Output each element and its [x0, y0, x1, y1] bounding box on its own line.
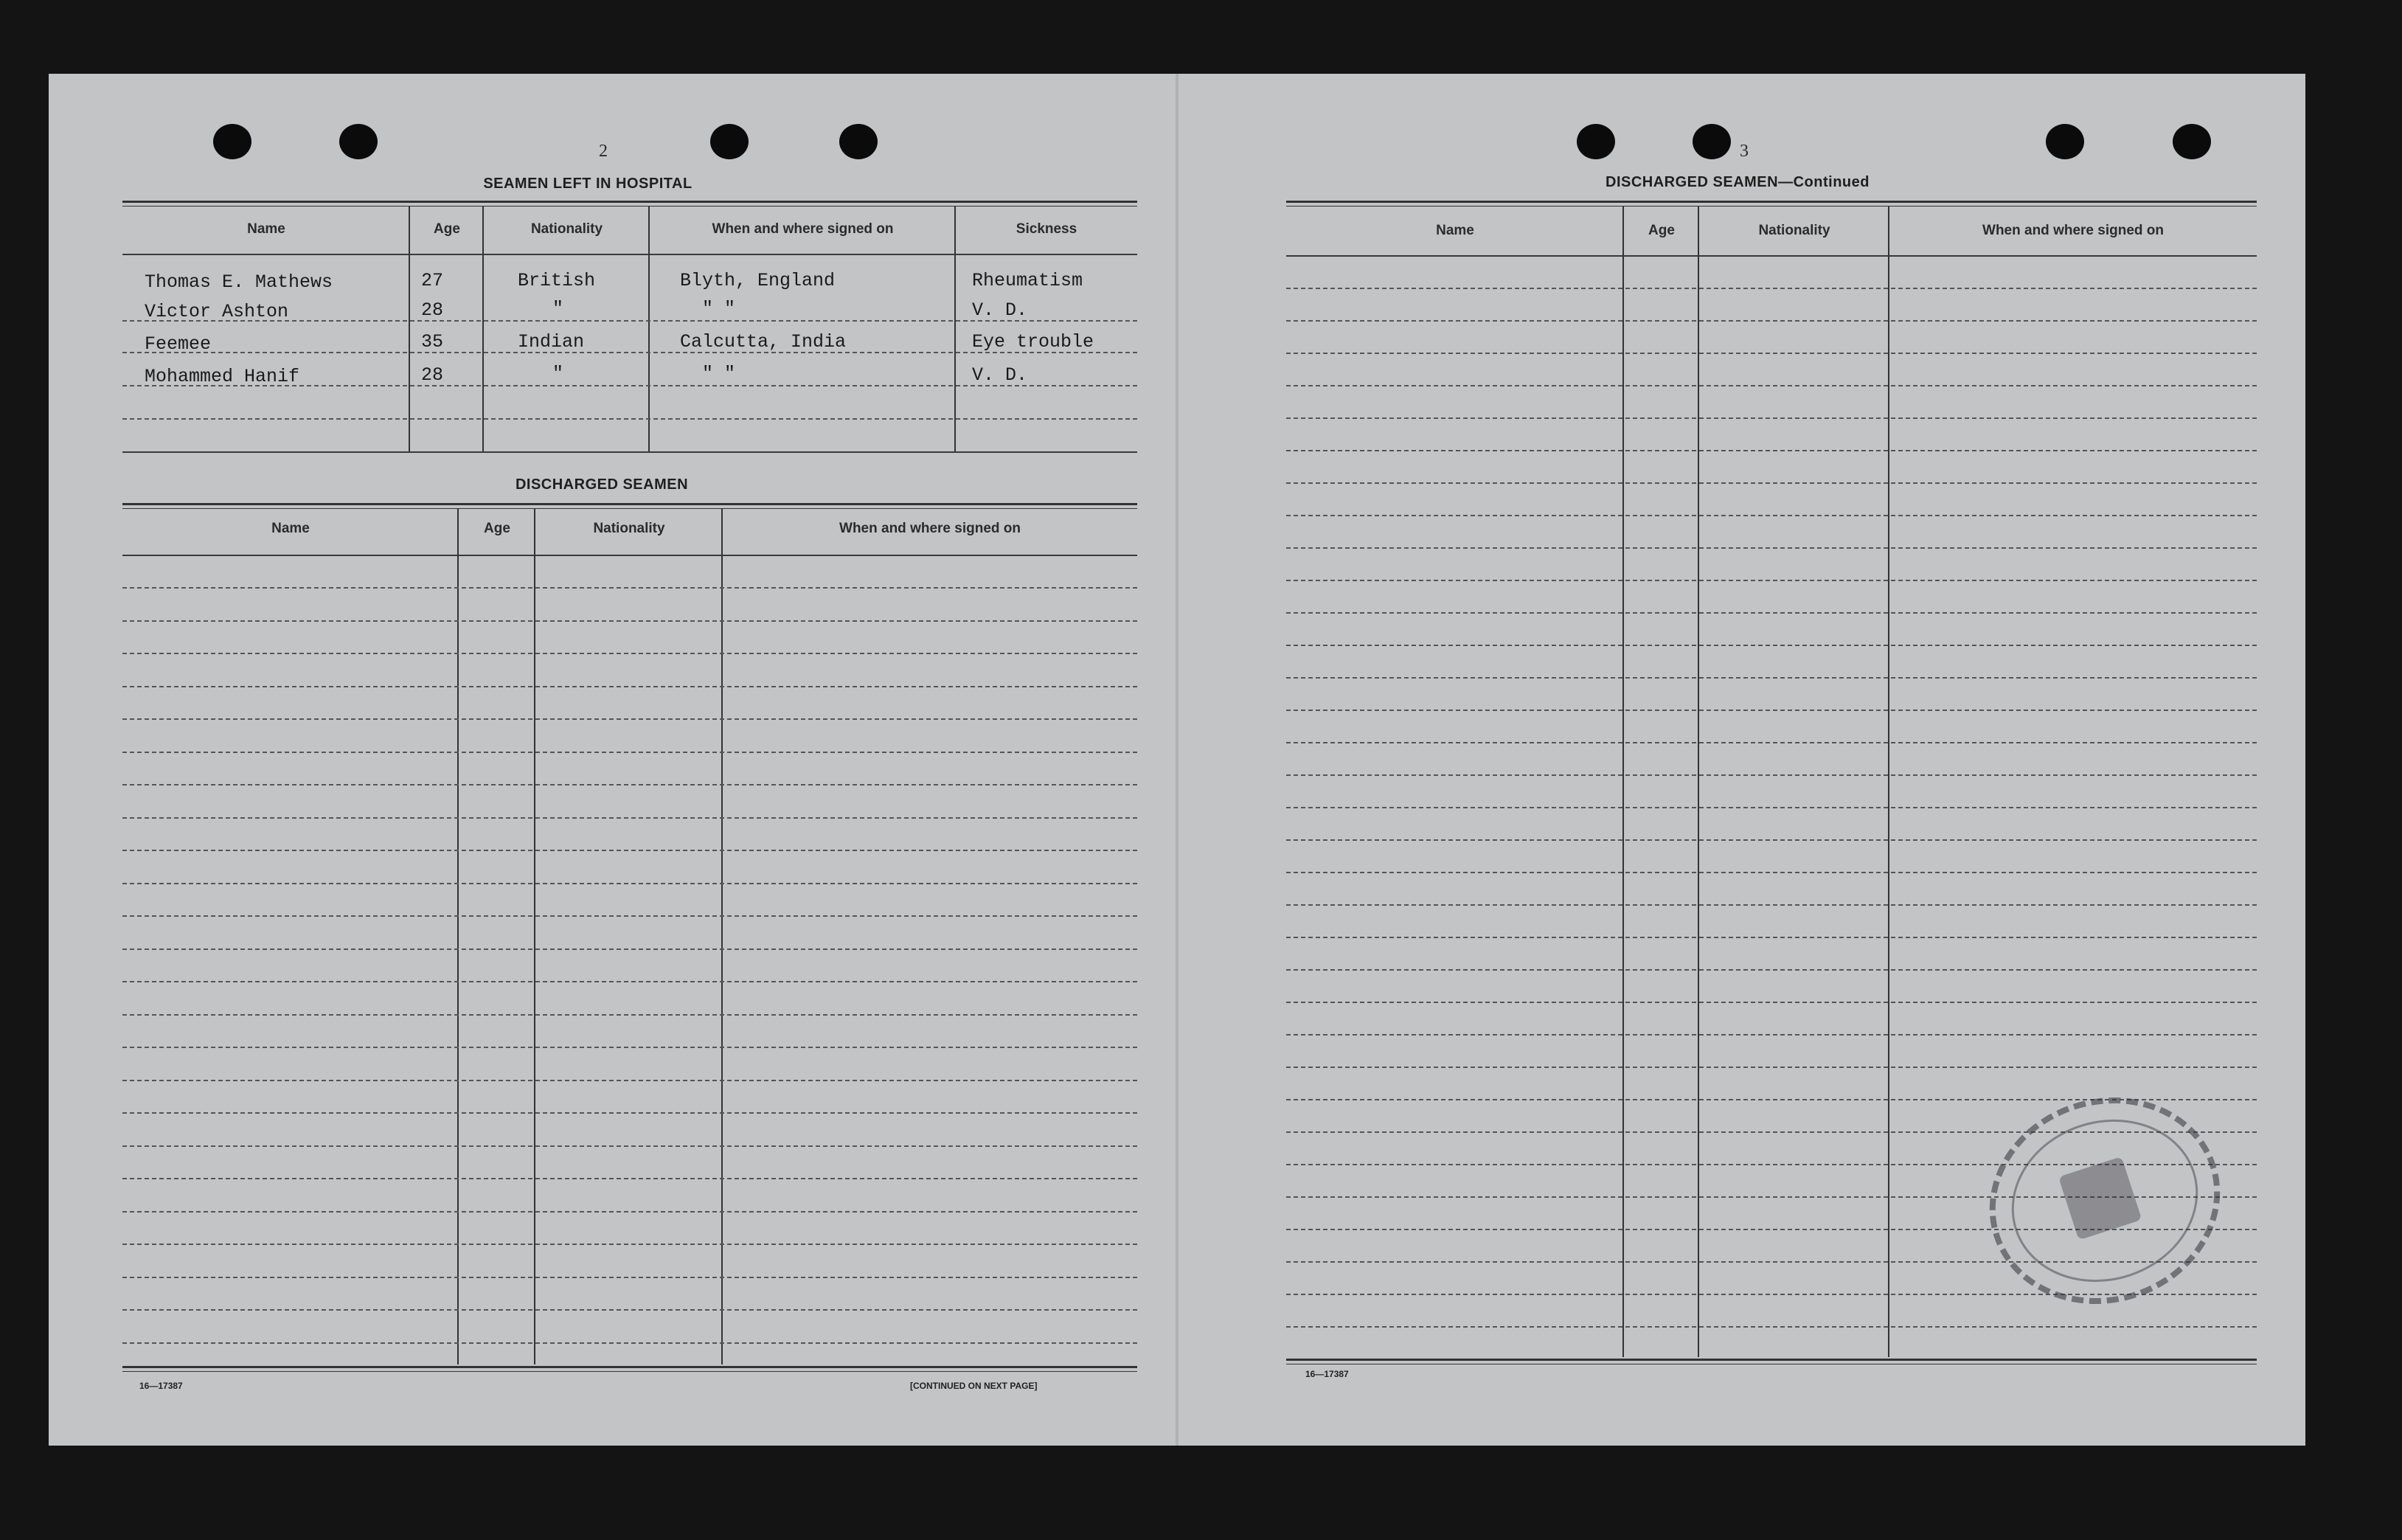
blank-row-rule — [1286, 353, 2257, 354]
punch-hole — [213, 124, 251, 159]
header-rule — [1286, 255, 2257, 257]
blank-row-rule — [122, 883, 1137, 884]
discharged-header-signed-on: When and where signed on — [1982, 223, 2164, 238]
blank-row-rule — [1286, 1034, 2257, 1036]
hospital-header-signed-on: When and where signed on — [712, 221, 894, 237]
punch-hole — [339, 124, 378, 159]
blank-row-rule — [1286, 969, 2257, 971]
title-rule — [1286, 201, 2257, 207]
punch-hole — [2046, 124, 2084, 159]
discharged-header-nationality: Nationality — [593, 521, 665, 536]
hospital-row-signed-on: Calcutta, India — [680, 331, 847, 353]
blank-row-rule — [1286, 1002, 2257, 1003]
blank-row-rule — [122, 620, 1137, 622]
blank-row-rule — [122, 718, 1137, 720]
hospital-row-nationality: " — [552, 363, 564, 384]
blank-row-rule — [1286, 677, 2257, 679]
continued-label: —Continued — [1778, 174, 1870, 190]
hospital-row-name: Feemee — [145, 333, 212, 355]
discharged-continued-title-main: DISCHARGED SEAMEN — [1606, 174, 1779, 190]
blank-row-rule — [122, 981, 1137, 982]
column-divider — [1698, 207, 1699, 1357]
blank-row-rule — [1286, 450, 2257, 451]
page-number: 2 — [599, 142, 608, 161]
blank-row-rule — [122, 817, 1137, 819]
hospital-row-sickness: V. D. — [972, 299, 1028, 321]
row-rule — [122, 418, 1137, 420]
hospital-row-signed-on: Blyth, England — [680, 270, 836, 291]
bottom-rule — [1286, 1359, 2257, 1364]
blank-row-rule — [1286, 417, 2257, 419]
blank-row-rule — [122, 1080, 1137, 1081]
hospital-row-sickness: V. D. — [972, 364, 1028, 386]
hospital-row-signed-on: " " — [702, 298, 736, 319]
title-rule — [122, 201, 1137, 207]
column-divider — [1888, 207, 1889, 1357]
blank-row-rule — [1286, 1066, 2257, 1068]
blank-row-rule — [122, 1211, 1137, 1213]
blank-row-rule — [122, 1342, 1137, 1344]
hospital-header-name: Name — [247, 221, 285, 237]
column-divider — [954, 207, 956, 451]
hospital-row-name: Mohammed Hanif — [145, 366, 300, 387]
blank-row-rule — [1286, 320, 2257, 322]
punch-hole — [710, 124, 749, 159]
column-divider — [409, 207, 410, 451]
blank-row-rule — [1286, 742, 2257, 743]
blank-row-rule — [122, 1047, 1137, 1048]
blank-row-rule — [122, 1244, 1137, 1245]
hospital-row-name: Thomas E. Mathews — [145, 271, 333, 293]
blank-row-rule — [122, 948, 1137, 950]
blank-row-rule — [1286, 645, 2257, 646]
blank-row-rule — [1286, 547, 2257, 549]
hospital-row-nationality: " — [552, 298, 564, 319]
left-page — [49, 74, 1177, 1446]
hospital-row-age: 28 — [421, 299, 444, 321]
discharged-header-age: Age — [484, 521, 510, 536]
discharged-header-signed-on: When and where signed on — [839, 521, 1021, 536]
document-scan — [49, 74, 2305, 1446]
discharged-header-age: Age — [1648, 223, 1675, 238]
form-number: 16—17387 — [139, 1381, 183, 1391]
title-rule — [122, 503, 1137, 509]
blank-row-rule — [122, 686, 1137, 687]
blank-row-rule — [1286, 580, 2257, 581]
blank-row-rule — [122, 784, 1137, 785]
right-page — [1177, 74, 2305, 1446]
page-number: 3 — [1740, 142, 1749, 161]
hospital-row-age: 35 — [421, 331, 444, 353]
blank-row-rule — [1286, 288, 2257, 289]
form-number: 16—17387 — [1305, 1369, 1349, 1379]
hospital-row-age: 27 — [421, 270, 444, 291]
blank-row-rule — [1286, 612, 2257, 614]
discharged-continued-title — [1590, 174, 1885, 191]
hospital-row-sickness: Rheumatism — [972, 270, 1083, 291]
blank-row-rule — [1286, 482, 2257, 484]
column-divider — [482, 207, 484, 451]
hospital-row-age: 28 — [421, 364, 444, 386]
hospital-header-age: Age — [434, 221, 460, 237]
column-divider — [534, 509, 535, 1364]
discharged-section-title: DISCHARGED SEAMEN — [515, 476, 689, 493]
row-rule — [122, 451, 1137, 453]
hospital-row-sickness: Eye trouble — [972, 331, 1094, 353]
punch-hole — [1577, 124, 1615, 159]
blank-row-rule — [122, 915, 1137, 917]
punch-hole — [1693, 124, 1731, 159]
blank-row-rule — [122, 1112, 1137, 1114]
header-rule — [122, 555, 1137, 556]
blank-row-rule — [122, 1014, 1137, 1016]
blank-row-rule — [1286, 710, 2257, 711]
column-divider — [457, 509, 459, 1364]
hospital-row-nationality: Indian — [518, 331, 585, 353]
hospital-row-signed-on: " " — [702, 363, 736, 384]
blank-row-rule — [122, 1145, 1137, 1147]
blank-row-rule — [122, 752, 1137, 753]
blank-row-rule — [1286, 937, 2257, 938]
blank-row-rule — [1286, 1326, 2257, 1328]
discharged-header-name: Name — [271, 521, 310, 536]
column-divider — [1622, 207, 1624, 1357]
blank-row-rule — [122, 1178, 1137, 1179]
blank-row-rule — [1286, 774, 2257, 776]
hospital-header-nationality: Nationality — [530, 221, 603, 237]
punch-hole — [2173, 124, 2211, 159]
blank-row-rule — [122, 587, 1137, 589]
blank-row-rule — [1286, 807, 2257, 808]
blank-row-rule — [122, 1309, 1137, 1311]
hospital-section-title: SEAMEN LEFT IN HOSPITAL — [483, 176, 693, 192]
blank-row-rule — [122, 653, 1137, 654]
blank-row-rule — [1286, 385, 2257, 386]
continued-note: [CONTINUED ON NEXT PAGE] — [910, 1381, 1038, 1391]
blank-row-rule — [1286, 515, 2257, 516]
hospital-row-name: Victor Ashton — [145, 301, 289, 322]
discharged-header-nationality: Nationality — [1758, 223, 1830, 238]
blank-row-rule — [1286, 839, 2257, 841]
blank-row-rule — [1286, 904, 2257, 906]
column-divider — [721, 509, 723, 1364]
column-divider — [648, 207, 650, 451]
discharged-header-name: Name — [1436, 223, 1474, 238]
hospital-header-sickness: Sickness — [1016, 221, 1077, 237]
blank-row-rule — [122, 1277, 1137, 1278]
header-rule — [122, 254, 1137, 255]
blank-row-rule — [1286, 872, 2257, 873]
hospital-row-nationality: British — [518, 270, 596, 291]
punch-hole — [839, 124, 878, 159]
bottom-rule — [122, 1366, 1137, 1372]
blank-row-rule — [122, 850, 1137, 851]
